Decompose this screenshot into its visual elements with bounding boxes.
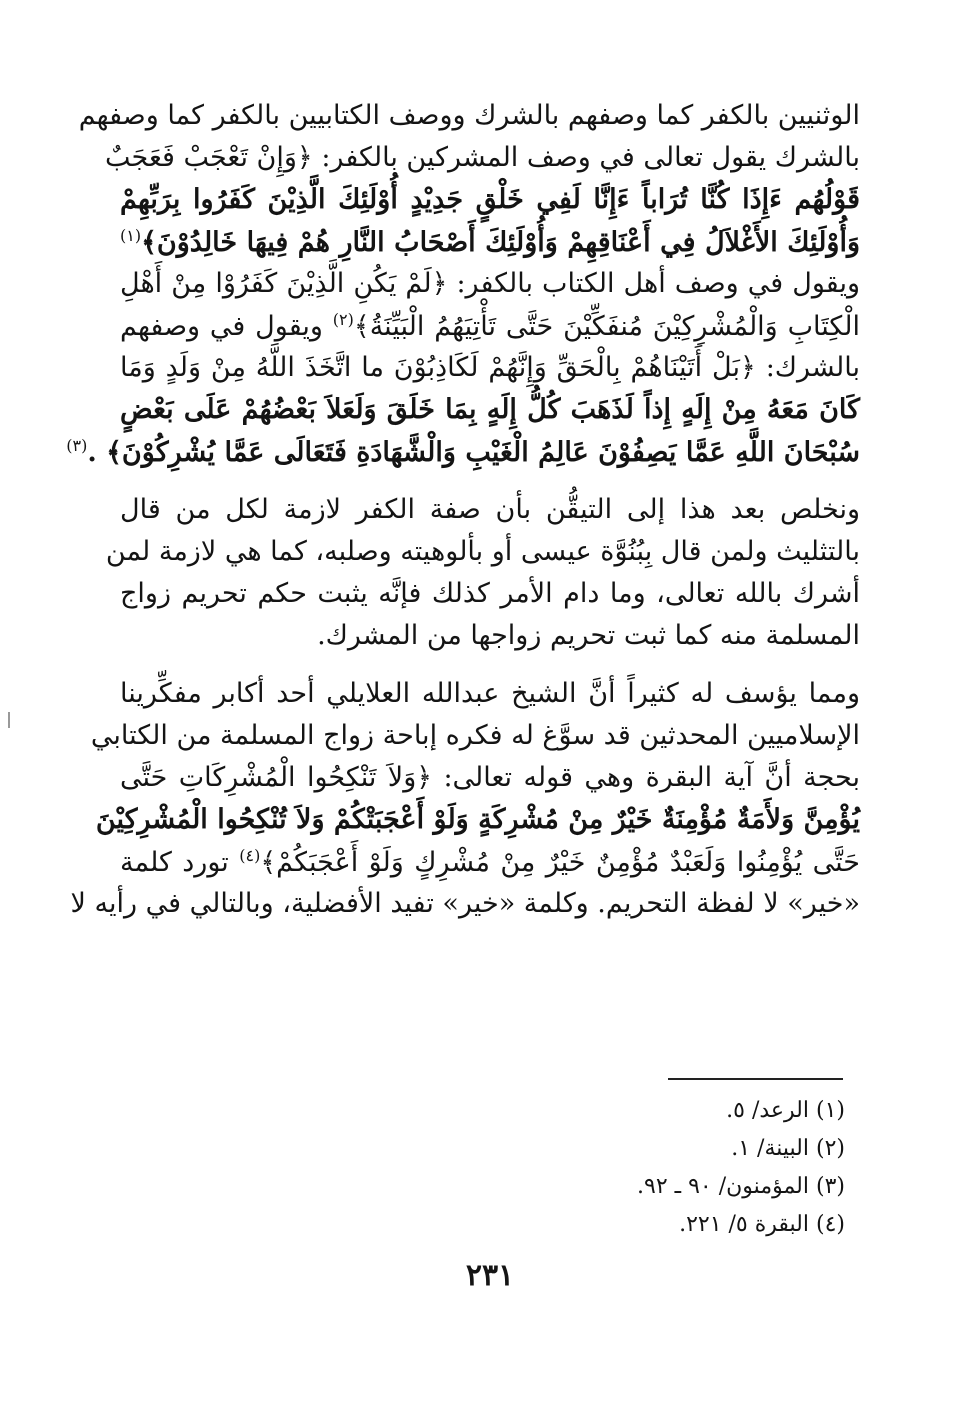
paragraph-2	[105, 494, 860, 664]
text-line: ونخلص بعد هذا إلى التيقُّن بأن صفة الكفر لازمة لكل من قال	[120, 494, 860, 525]
text-segment: الْكِتَابِ وَالْمُشْرِكِيْنَ مُنفَكِّيْنَ حَتَّى تَأْتِيَهُمُ الْبَيِّنَةُ﴾	[353, 311, 861, 342]
footnote-4: (٤) البقرة ٥/ ٢٢١.	[679, 1212, 845, 1237]
paragraph-3	[70, 678, 860, 932]
text-line: بحجة أنَّ آية البقرة وهي قوله تعالى: ﴿وَلاَ تَنْكِحُوا الْمُشْرِكَاتِ حَتَّى	[120, 762, 860, 793]
footnote-3: (٣) المؤمنون/ ٩٠ ـ ٩٢.	[637, 1174, 845, 1199]
text-line: ويقول في وصف أهل الكتاب بالكفر: ﴿لَمْ يَكُنِ الَّذِيْنَ كَفَرُوْا مِنْ أَهْلِ	[120, 268, 860, 299]
text-segment: حَتَّى يُؤْمِنُوا وَلَعَبْدٌ مُؤْمِنٌ خَيْرٌ مِنْ مُشْرِكٍ وَلَوْ أَعْجَبَكُمْ﴾	[260, 847, 860, 878]
footnote-mark: (١)	[120, 226, 142, 245]
paragraph-1	[66, 100, 861, 480]
footnotes	[637, 1092, 845, 1244]
text-line: أشرك بالله تعالى، وما دام الأمر كذلك فإنَّه يثبت حكم تحريم زواج	[120, 578, 860, 609]
text-line	[120, 848, 860, 890]
footnote-mark: (٤)	[239, 846, 261, 865]
text-segment: تورد كلمة	[120, 847, 240, 878]
quran-text: سُبْحَانَ اللَّهِ عَمَّا يَصِفُوْنَ عَالِمُ الْغَيْبِ وَالْشَّهَادَةِ فَتَعَالَى عَمَّا يُشْرِكُوْنَ﴾ .	[87, 437, 860, 468]
page-number: ٢٣١	[465, 1258, 515, 1293]
text-line: المسلمة منه كما ثبت تحريم زواجها من المشرك.	[317, 620, 860, 651]
text-line: بالشرك يقول تعالى في وصف المشركين بالكفر: ﴿وَإِنْ تَعْجَبْ فَعَجَبٌ	[105, 142, 860, 173]
footnote-mark: (٣)	[66, 436, 88, 455]
quran-line: كَانَ مَعَهُ مِنْ إِلَهٍ إِذاً لَذَهَبَ كُلُّ إِلَهٍ بِمَا خَلَقَ وَلَعَلاَ بَعْضُهُمْ عَلَى بَعْضٍ	[120, 394, 860, 425]
text-line: الوثنيين بالكفر كما وصفهم بالشرك ووصف الكتابيين بالكفر كما وصفهم	[78, 100, 860, 131]
footnote-separator	[668, 1078, 843, 1080]
quran-line: يُؤْمِنَّ وَلأَمَةٌ مُؤْمِنَةٌ خَيْرٌ مِنْ مُشْرِكَةٍ وَلَوْ أَعْجَبَتْكُمْ وَلاَ تُنْكِحُوا الْمُشْرِكِيْنَ	[95, 804, 860, 835]
quran-line: قَوْلُهُم ءَإِذَا كُنَّا تُرَاباً ءَإِنَّا لَفِي خَلْقٍ جَدِيْدٍ أُوْلَئِكَ الَّذِيْنَ كَفَرُوا بِرَبِّهِمْ	[120, 184, 860, 215]
scan-margin-mark	[8, 712, 10, 728]
text-segment: ويقول في وصفهم	[120, 311, 333, 342]
quran-line	[66, 436, 860, 480]
footnote-1: (١) الرعد/ ٥.	[726, 1098, 845, 1123]
quran-text: وَأُوْلَئِكَ الأَغْلاَلُ فِي أَعْنَاقِهِمْ وَأُوْلَئِكَ أَصْحَابُ النَّارِ هُمْ فِيهَا خَالِدُوْنَ﴾	[141, 227, 860, 258]
text-line: «خير» لا لفظة التحريم. وكلمة «خير» تفيد الأفضلية، وبالتالي في رأيه لا	[70, 888, 860, 919]
text-line: بالتثليث ولمن قال بِبُنُوَّة عيسى أو بألوهيته وصلبه، كما هي لازمة لمن	[105, 536, 860, 567]
page-body	[66, 100, 861, 948]
quran-line	[120, 228, 860, 270]
text-line: ومما يؤسف له كثيراً أنَّ الشيخ عبدالله العلايلي أحد أكابر مفكِّرينا	[120, 678, 860, 709]
text-line: الإسلاميين المحدثين قد سوَّغ له فكره إباحة زواج المسلمة من الكتابي	[90, 720, 860, 751]
footnote-2: (٢) البينة/ ١.	[731, 1136, 845, 1161]
text-line	[120, 312, 860, 354]
text-line: بالشرك: ﴿بَلْ أَتَيْنَاهُمْ بِالْحَقِّ وَإِنَّهُمْ لَكَاذِبُوْنَ ما اتَّخَذَ اللَّهُ مِنْ وَلَدٍ وَمَا	[120, 352, 860, 383]
footnote-mark: (٢)	[332, 310, 354, 329]
